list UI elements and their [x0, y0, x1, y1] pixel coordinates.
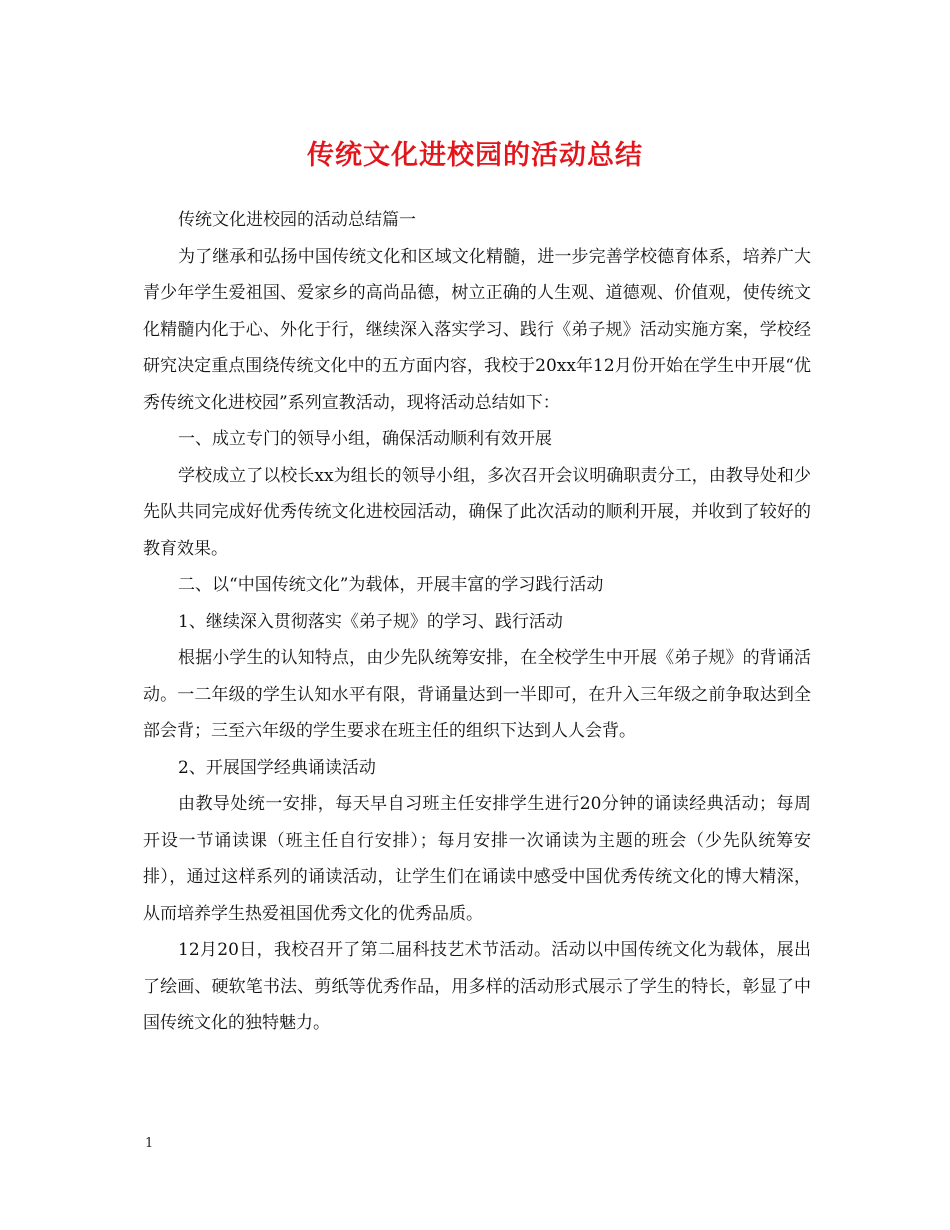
- dizigui-paragraph: 根据小学生的认知特点，由少先队统筹安排，在全校学生中开展《弟子规》的背诵活动。一二年级的学生认知水平有限，背诵量达到一半即可，在升入三年级之前争取达到全部会背；三至六年级的学生要求在班主任的组织下达到人人会背。: [143, 648, 811, 741]
- page-number: 1: [145, 1136, 154, 1151]
- recitation-paragraph: 由教导处统一安排，每天早自习班主任安排学生进行20分钟的诵读经典活动；每周开设一节诵读课（班主任自行安排）；每月安排一次诵读为主题的班会（少先队统筹安排），通过这样系列的诵读活动，让学生们在诵读中感受中国优秀传统文化的博大精深，从而培养学生热爱祖国优秀文化的优秀品质。: [143, 794, 811, 924]
- document-title: 传统文化进校园的活动总结: [307, 140, 643, 171]
- section-heading-2: 二、以“中国传统文化”为载体，开展丰富的学习践行活动: [178, 575, 604, 595]
- festival-paragraph: 12月20日，我校召开了第二届科技艺术节活动。活动以中国传统文化为载体，展出了绘画、硬软笔书法、剪纸等优秀作品，用多样的活动形式展示了学生的特长，彰显了中国传统文化的独特魅力。: [143, 940, 811, 1033]
- section-heading: 传统文化进校园的活动总结篇一: [178, 210, 416, 230]
- document-body: [143, 202, 811, 1042]
- section-heading-1: 一、成立专门的领导小组，确保活动顺利有效开展: [178, 429, 552, 449]
- leadership-paragraph: 学校成立了以校长xx为组长的领导小组，多次召开会议明确职责分工，由教导处和少先队共同完成好优秀传统文化进校园活动，确保了此次活动的顺利开展，并收到了较好的教育效果。: [143, 465, 811, 559]
- subsection-heading-2: 2、开展国学经典诵读活动: [178, 757, 376, 778]
- subsection-heading-1: 1、继续深入贯彻落实《弟子规》的学习、践行活动: [178, 611, 563, 632]
- intro-paragraph: 为了继承和弘扬中国传统文化和区域文化精髓，进一步完善学校德育体系，培养广大青少年学生爱祖国、爱家乡的高尚品德，树立正确的人生观、道德观、价值观，使传统文化精髓内化于心、外化于行，继续深入落实学习、践行《弟子规》活动实施方案，学校经研究决定重点围绕传统文化中的五方面内容，我校于20xx年12月份开始在学生中开展“优秀传统文化进校园”系列宣教活动，现将活动总结如下：: [143, 246, 811, 413]
